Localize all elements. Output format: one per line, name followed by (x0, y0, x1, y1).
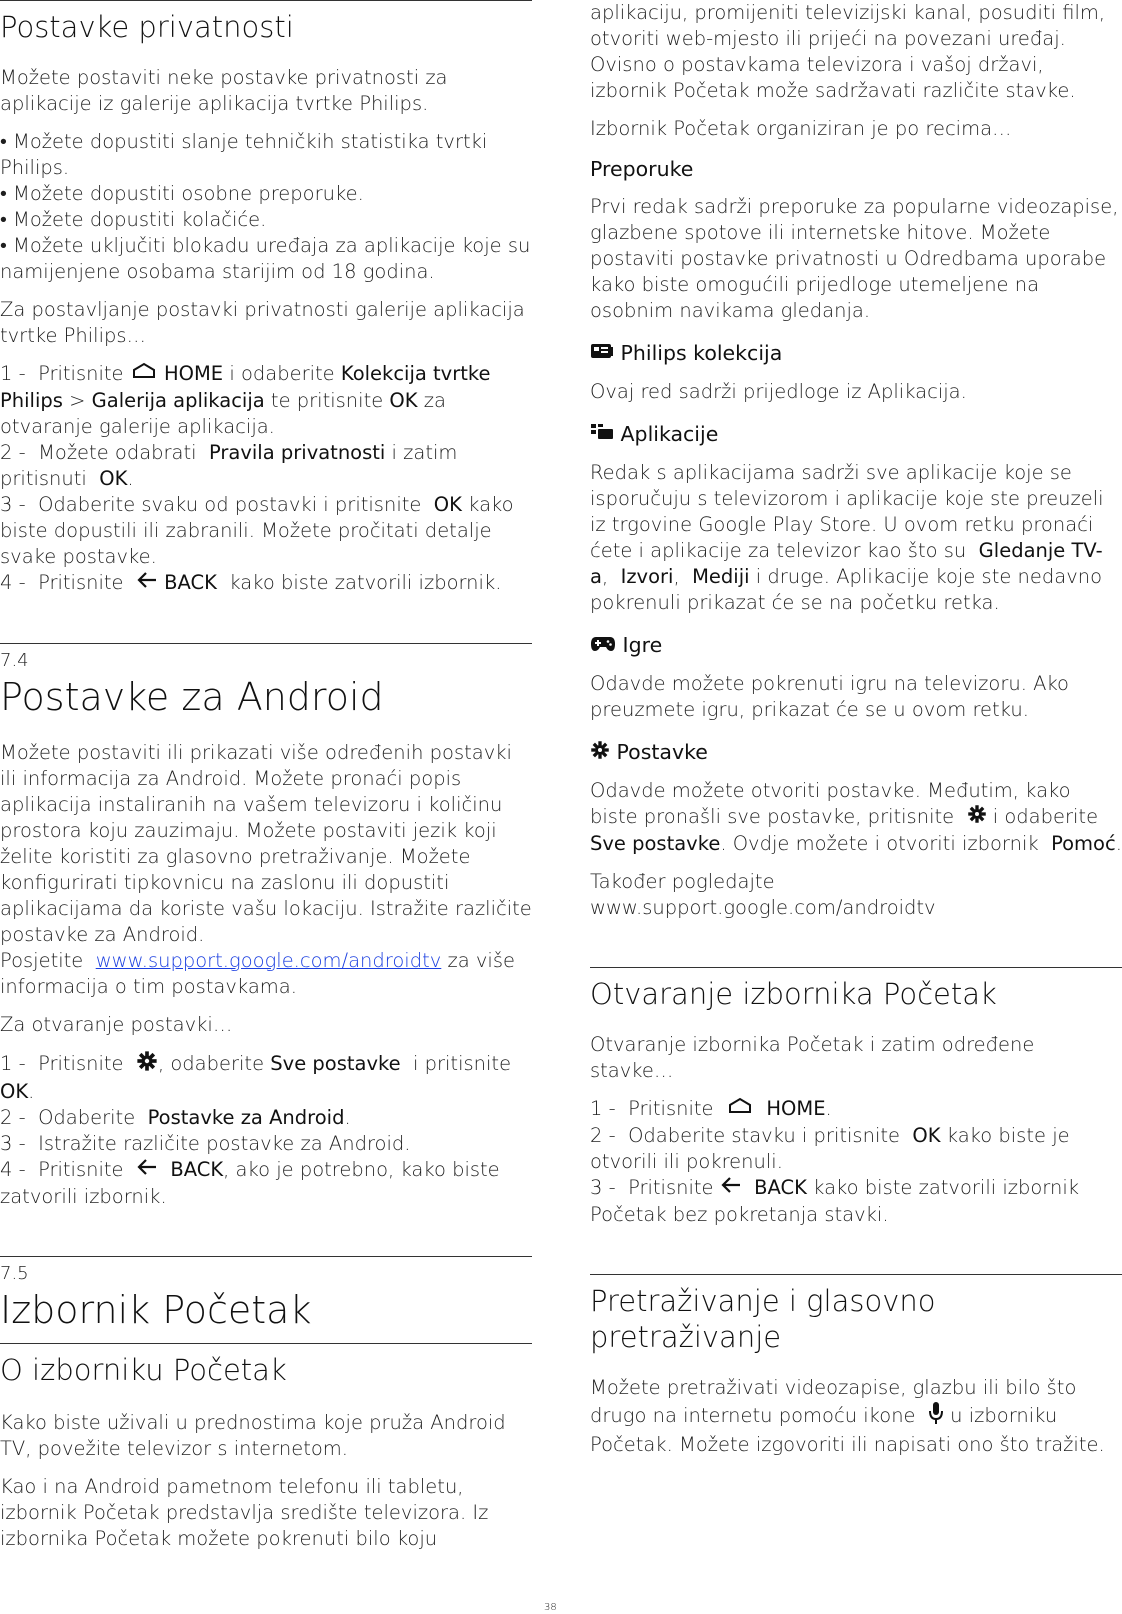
open-step-3 (590, 1175, 1122, 1228)
microphone-icon (928, 1401, 944, 1432)
search-title: Pretraživanje i glasovno pretraživanje (590, 1284, 936, 1354)
android-text: za više informacija o tim postavkama. (0, 949, 515, 998)
step-number: 2 - (590, 1124, 616, 1147)
menu-postavke-android: Postavke za Android (147, 1106, 345, 1129)
section-number: 7.4 (0, 650, 29, 671)
key-back: BACK (170, 1158, 224, 1181)
privacy-step-3 (0, 492, 532, 570)
step-text: . (825, 1097, 832, 1120)
open-step-2 (590, 1123, 1122, 1175)
step-text: Pritisnite (38, 571, 124, 594)
search-text: u izborniku Početak. Možete izgovoriti ili napisati ono što tražite. (590, 1404, 1105, 1456)
step-text: Pritisnite (628, 1097, 714, 1120)
step-number: 4 - (0, 571, 26, 594)
apps-text: , (673, 565, 680, 588)
gear-icon (967, 804, 987, 831)
gear-icon (590, 740, 610, 766)
apps-icon (590, 422, 614, 448)
menu-sve-postavke: Sve postavke (590, 832, 721, 855)
key-ok: OK (389, 389, 418, 412)
android-text: Možete postaviti ili prikazati više određenih postavki ili informacija za Android. Možete pronaći popis aplikacija instaliranih na vašem televizoru i količinu prostora koju zauzimaju. Možete postaviti jezik koji želite koristiti za glasovno pretraživanje. Možete konfigurirati tipkovnicu na zaslonu ili dopustiti aplikacijama da koriste vašu lokaciju. Istražite različite postavke za Android. (0, 741, 532, 946)
step-text: Pritisnite (38, 1158, 124, 1181)
about-p2: Kao i na Android pametnom telefonu ili tabletu, izbornik Početak predstavlja središte televizora. Iz izbornika Početak možete pokrenuti bilo koju (0, 1475, 489, 1550)
step-number: 1 - (0, 1052, 26, 1075)
android-text: Posjetite (0, 949, 84, 972)
left-column (0, 0, 532, 1564)
search-body (590, 1375, 1122, 1458)
section-title-home: Izbornik Početak (0, 1288, 312, 1332)
step-number: 1 - (590, 1097, 616, 1120)
key-ok: OK (0, 1080, 29, 1103)
settings-text: i odaberite (992, 805, 1099, 828)
step-text: Pritisnite (38, 362, 124, 385)
settings-text: . (1115, 832, 1122, 855)
step-text: Odaberite stavku i pritisnite (628, 1124, 901, 1147)
subsection-rule (0, 1343, 532, 1344)
rec-title: Preporuke (590, 157, 694, 181)
gamepad-icon (590, 633, 616, 659)
back-arrow-icon (136, 570, 158, 597)
page-number: 38 (544, 1602, 557, 1613)
right-column (590, 0, 1122, 1470)
app-gledanje: Gledanje TV-a (590, 539, 1103, 588)
privacy-bullet: • Možete dopustiti kolačiće. (0, 208, 267, 231)
step-text: , ako je potrebno, kako biste zatvorili izbornik. (0, 1158, 500, 1208)
menu-pomoc: Pomoć (1051, 832, 1116, 855)
key-back: BACK (754, 1176, 807, 1199)
app-mediji: Mediji (692, 565, 750, 588)
menu-galerija: Galerija aplikacija (91, 389, 265, 412)
step-text: kako biste zatvorili izbornik. (229, 571, 502, 594)
apps-heading (590, 421, 1122, 448)
gear-icon (136, 1050, 158, 1079)
apps-title: Aplikacije (620, 422, 719, 446)
key-home: HOME (766, 1097, 826, 1120)
step-number: 3 - (0, 493, 26, 516)
android-step-1 (0, 1050, 532, 1105)
section-rule (0, 643, 532, 644)
privacy-bullet: • Možete dopustiti slanje tehničkih statistika tvrtki Philips. (0, 130, 488, 179)
step-text: . (344, 1106, 351, 1129)
step-text: Istražite različite postavke za Android. (38, 1132, 411, 1155)
step-number: 4 - (0, 1158, 26, 1181)
back-arrow-icon (720, 1175, 742, 1202)
settings-heading (590, 739, 1122, 766)
step-text: Odaberite (38, 1106, 136, 1129)
settings-text: Odavde možete otvoriti postavke. Međutim, kako biste pronašli sve postavke, pritisnite (590, 779, 1071, 828)
apps-body (590, 460, 1122, 616)
step-text: Pritisnite (628, 1176, 714, 1199)
step-text: Odaberite svaku od postavki i pritisnite (38, 493, 422, 516)
privacy-step-4 (0, 570, 532, 597)
step-text: kako biste je otvorili ili pokrenuli. (590, 1124, 1070, 1173)
home-icon (726, 1096, 754, 1123)
step-number: 3 - (0, 1132, 26, 1155)
privacy-title: Postavke privatnosti (0, 10, 294, 44)
philips-heading (590, 340, 1122, 367)
key-ok: OK (433, 493, 462, 516)
key-home: HOME (163, 362, 224, 385)
android-step-2 (0, 1105, 532, 1131)
key-back: BACK (164, 571, 217, 594)
key-ok: OK (912, 1124, 941, 1147)
open-step-1 (590, 1096, 1122, 1123)
home-continued: aplikaciju, promijeniti televizijski kanal, posuditi film, otvoriti web-mjesto ili prijeći na povezani uređaj. Ovisno o postavkama televizora i vašoj državi, izbornik Početak može sadržavati različite stavke. (590, 1, 1106, 102)
section-rule (590, 967, 1122, 968)
back-arrow-icon (136, 1157, 158, 1184)
settings-body (590, 778, 1122, 857)
games-heading (590, 632, 1122, 659)
privacy-setup: Za postavljanje postavki privatnosti galerije aplikacija tvrtke Philips… (0, 298, 525, 347)
section-rule (0, 1256, 532, 1257)
android-open: Za otvaranje postavki… (0, 1013, 233, 1036)
section-rule (590, 1274, 1122, 1275)
step-number: 3 - (590, 1176, 616, 1199)
settings-title: Postavke (616, 740, 708, 764)
app-izvori: Izvori (620, 565, 674, 588)
privacy-intro: Možete postaviti neke postavke privatnosti za aplikacije iz galerije aplikacija tvrtke Philips. (0, 66, 448, 115)
section-number: 7.5 (0, 1263, 29, 1284)
step-separator: > (69, 389, 86, 412)
step-number: 2 - (0, 1106, 26, 1129)
philips-body: Ovaj red sadrži prijedloge iz Aplikacija. (590, 380, 967, 403)
step-text: za otvaranje galerije aplikacija. (0, 389, 446, 438)
step-text: Pritisnite (38, 1052, 124, 1075)
android-step-3 (0, 1131, 532, 1157)
home-icon (130, 361, 158, 388)
about-title: O izborniku Početak (0, 1353, 287, 1387)
step-text: te pritisnite (270, 389, 384, 412)
menu-sve-postavke: Sve postavke (270, 1052, 401, 1075)
section-title-android: Postavke za Android (0, 675, 384, 719)
open-title: Otvaranje izbornika Početak (590, 977, 997, 1011)
section-rule (0, 0, 532, 1)
android-body (0, 740, 532, 1000)
menu-kolekcija: Kolekcija tvrtke Philips (0, 362, 491, 412)
step-text: i zatim pritisnuti (0, 441, 458, 490)
support-link[interactable]: www.support.google.com/androidtv (95, 949, 442, 972)
philips-collection-icon (590, 341, 614, 367)
rows-intro: Izbornik Početak organiziran je po recima… (590, 117, 1012, 140)
step-text: i pritisnite (413, 1052, 512, 1075)
games-body: Odavde možete pokrenuti igru na televizoru. Ako preuzmete igru, prikazat će se u ovom retku. (590, 672, 1069, 721)
about-p1: Kako biste uživali u prednostima koje pruža Android TV, povežite televizor s internetom. (0, 1411, 506, 1460)
privacy-bullets (0, 129, 532, 285)
see-also: Također pogledajte www.support.google.com/androidtv (590, 870, 936, 919)
step-text: . (127, 467, 134, 490)
privacy-bullet: • Možete dopustiti osobne preporuke. (0, 182, 364, 205)
settings-text: . Ovdje možete i otvoriti izbornik (720, 832, 1039, 855)
step-text: i odaberite (229, 362, 335, 385)
step-text: Možete odabrati (38, 441, 197, 464)
privacy-bullet: • Možete uključiti blokadu uređaja za aplikacije koje su namijenjene osobama starijim od 18 godina. (0, 234, 531, 283)
apps-text: i druge. Aplikacije koje ste nedavno pokrenuli prikazat će se na početku retka. (590, 565, 1103, 614)
android-step-4 (0, 1157, 532, 1210)
step-number: 2 - (0, 441, 26, 464)
open-intro: Otvaranje izbornika Početak i zatim određene stavke… (590, 1033, 1035, 1082)
rec-body: Prvi redak sadrži preporuke za popularne videozapise, glazbene spotove ili internetske hitove. Možete postaviti postavke privatnosti u Odredbama uporabe kako biste omogućili prijedloge utemeljene na osobnim navikama gledanja. (590, 195, 1119, 322)
menu-pravila: Pravila privatnosti (208, 441, 386, 464)
step-text: kako biste dopustili ili zabranili. Možete pročitati detalje svake postavke. (0, 493, 514, 568)
step-text: . (28, 1080, 35, 1103)
philips-title: Philips kolekcija (620, 341, 783, 365)
apps-text: Redak s aplikacijama sadrži sve aplikacije koje se isporučuju s televizorom i aplikacije koje ste preuzeli iz trgovine Google Play Store. U ovom retku pronaći ćete i aplikacije za televizor kao što su (590, 461, 1104, 562)
search-text: Možete pretraživati videozapise, glazbu ili bilo što drugo na internetu pomoću ikone (590, 1376, 1077, 1427)
key-ok: OK (99, 467, 128, 490)
step-number: 1 - (0, 362, 26, 385)
privacy-step-1 (0, 361, 532, 440)
step-text: kako biste zatvorili izbornik Početak bez pokretanja stavki. (590, 1176, 1080, 1226)
apps-text: , (601, 565, 609, 588)
step-text: , odaberite (157, 1052, 265, 1075)
games-title: Igre (622, 633, 663, 657)
privacy-step-2 (0, 440, 532, 492)
